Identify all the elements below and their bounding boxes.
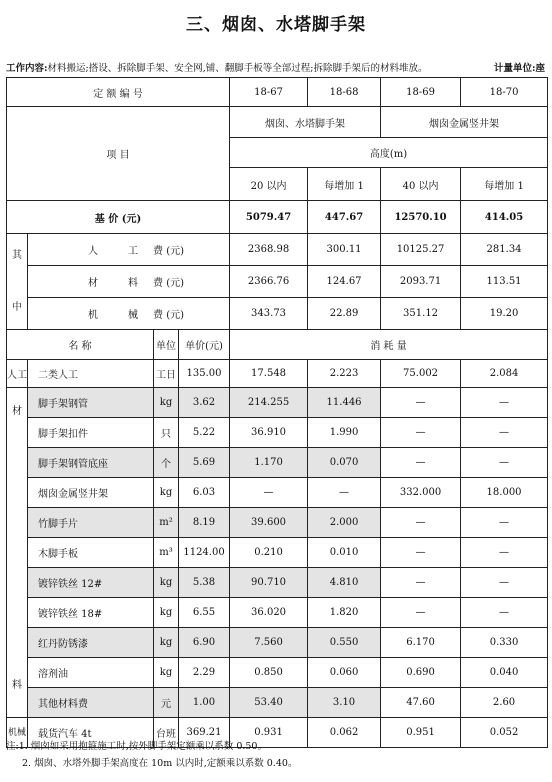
material-value: 11.446: [308, 388, 381, 418]
notes: [6, 738, 297, 772]
machine-price: 369.21: [179, 718, 230, 748]
quota-table: [6, 77, 548, 748]
material-value: 4.810: [308, 568, 381, 598]
measure-unit: [494, 60, 545, 74]
cost-value: 2368.98: [230, 234, 308, 266]
of-which-bottom: 中: [12, 301, 22, 313]
base-price-label: 基 价 (元): [7, 201, 230, 234]
code-cell: 18-69: [381, 78, 461, 107]
cost-value: 2093.71: [381, 266, 461, 298]
material-unit: kg: [154, 658, 179, 688]
material-row: [7, 538, 548, 568]
of-which-label: [7, 234, 28, 330]
material-value: 1.170: [230, 448, 308, 478]
material-price: 1.00: [179, 688, 230, 718]
cost-value: 124.67: [308, 266, 381, 298]
material-row: [7, 628, 548, 658]
material-price: 3.62: [179, 388, 230, 418]
material-value: —: [461, 448, 548, 478]
cost-value: 19.20: [461, 298, 548, 330]
material-name: 溶剂油: [28, 658, 154, 688]
material-value: 2.60: [461, 688, 548, 718]
measure-unit-label: 计量单位:: [493, 63, 536, 74]
cost-label-c: 费 (元): [153, 246, 185, 257]
material-value: —: [381, 418, 461, 448]
cost-value: 300.11: [308, 234, 381, 266]
cost-value: 281.34: [461, 234, 548, 266]
material-unit: 个: [154, 448, 179, 478]
material-value: —: [308, 478, 381, 508]
material-name: 烟囱金属竖井架: [28, 478, 154, 508]
material-value: 0.690: [381, 658, 461, 688]
cost-label-a: 人: [88, 246, 99, 257]
material-name: 镀锌铁丝 12#: [28, 568, 154, 598]
material-row: [7, 568, 548, 598]
machine-value: 0.931: [230, 718, 308, 748]
machine-unit: 台班: [154, 718, 179, 748]
material-value: —: [381, 388, 461, 418]
material-category: [7, 388, 28, 718]
material-value: 39.600: [230, 508, 308, 538]
material-name: 红丹防锈漆: [28, 628, 154, 658]
base-price-value: 447.67: [308, 201, 381, 234]
material-price: 6.55: [179, 598, 230, 628]
material-value: 47.60: [381, 688, 461, 718]
item-label: 项 目: [7, 107, 230, 201]
material-price: 2.29: [179, 658, 230, 688]
cost-label-a: 机: [88, 310, 99, 321]
base-price-value: 12570.10: [381, 201, 461, 234]
measure-unit-value: 座: [535, 63, 545, 74]
material-value: 0.060: [308, 658, 381, 688]
base-price-value: 5079.47: [230, 201, 308, 234]
cost-value: 22.89: [308, 298, 381, 330]
material-unit: 只: [154, 418, 179, 448]
labor-value: 17.548: [230, 360, 308, 388]
material-value: —: [381, 448, 461, 478]
code-cell: 18-67: [230, 78, 308, 107]
cost-label-c: 费 (元): [153, 310, 185, 321]
labor-value: 2.084: [461, 360, 548, 388]
material-unit: kg: [154, 598, 179, 628]
material-value: 7.560: [230, 628, 308, 658]
page-title: 三、烟囱、水塔脚手架: [186, 15, 366, 35]
base-price-row: [7, 201, 548, 234]
material-value: 36.910: [230, 418, 308, 448]
labor-price: 135.00: [179, 360, 230, 388]
labor-value: 2.223: [308, 360, 381, 388]
material-value: 214.255: [230, 388, 308, 418]
work-content-text: 材料搬运;搭设、拆除脚手架、安全网,铺、翻脚手板等全部过程;拆除脚手架后的材料堆放。: [47, 63, 428, 74]
cost-label-a: 材: [88, 278, 99, 289]
of-which-top: 其: [12, 249, 22, 261]
material-value: 3.10: [308, 688, 381, 718]
material-unit: m²: [154, 508, 179, 538]
material-value: —: [461, 598, 548, 628]
labor-value: 75.002: [381, 360, 461, 388]
material-value: 0.040: [461, 658, 548, 688]
material-category-top: 材: [12, 406, 22, 417]
material-unit: kg: [154, 388, 179, 418]
code-cell: 18-68: [308, 78, 381, 107]
code-cell: 18-70: [461, 78, 548, 107]
name-col-label: 名 称: [7, 330, 154, 360]
material-value: 1.990: [308, 418, 381, 448]
labor-name: 二类人工: [28, 360, 154, 388]
cost-value: 113.51: [461, 266, 548, 298]
group-label: 烟囱、水塔脚手架: [230, 107, 381, 138]
cost-label: [28, 266, 230, 298]
machine-value: 0.951: [381, 718, 461, 748]
labor-category: 人工: [7, 360, 28, 388]
material-value: —: [381, 508, 461, 538]
material-value: 0.210: [230, 538, 308, 568]
cost-label: [28, 234, 230, 266]
material-value: 0.850: [230, 658, 308, 688]
machine-value: 0.052: [461, 718, 548, 748]
material-price: 1124.00: [179, 538, 230, 568]
sub-label: 每增加 1: [308, 168, 381, 201]
material-value: —: [461, 538, 548, 568]
material-name: 脚手架钢管底座: [28, 448, 154, 478]
cost-row: [7, 234, 548, 266]
material-value: —: [381, 598, 461, 628]
group-row: [7, 107, 548, 138]
material-row: [7, 688, 548, 718]
material-value: 18.000: [461, 478, 548, 508]
sub-label: 每增加 1: [461, 168, 548, 201]
material-value: 0.010: [308, 538, 381, 568]
labor-row: [7, 360, 548, 388]
note-line: 2. 烟囱、水塔外脚手架高度在 10m 以内时,定额乘以系数 0.40。: [22, 758, 298, 769]
material-row: [7, 658, 548, 688]
material-unit: 元: [154, 688, 179, 718]
group-label: 烟囱金属竖井架: [381, 107, 548, 138]
materials-section: [7, 388, 548, 718]
material-price: 5.22: [179, 418, 230, 448]
material-category-bottom: 料: [12, 680, 22, 691]
material-row: [7, 478, 548, 508]
material-name: 脚手架钢管: [28, 388, 154, 418]
work-content: [6, 60, 551, 74]
note-line: 注:1. 烟囱如采用抱箍施工时,按外脚手架定额乘以系数 0.50。: [6, 741, 267, 752]
sub-label: 20 以内: [230, 168, 308, 201]
material-price: 6.03: [179, 478, 230, 508]
material-value: 2.000: [308, 508, 381, 538]
material-unit: m³: [154, 538, 179, 568]
material-row: [7, 508, 548, 538]
material-name: 其他材料费: [28, 688, 154, 718]
material-price: 5.69: [179, 448, 230, 478]
material-name: 镀锌铁丝 18#: [28, 598, 154, 628]
code-label: 定 额 编 号: [7, 78, 230, 107]
cost-label-b: 械: [128, 310, 139, 321]
cost-row: [7, 266, 548, 298]
base-price-value: 414.05: [461, 201, 548, 234]
material-name: 竹脚手片: [28, 508, 154, 538]
cost-row: [7, 298, 548, 330]
cost-value: 351.12: [381, 298, 461, 330]
material-value: —: [461, 388, 548, 418]
material-row: [7, 598, 548, 628]
material-value: 332.000: [381, 478, 461, 508]
consume-col-label: 消 耗 量: [230, 330, 548, 360]
sub-label: 40 以内: [381, 168, 461, 201]
column-header-row: [7, 330, 548, 360]
unit-col-label: 单位: [154, 330, 179, 360]
material-value: —: [461, 568, 548, 598]
material-price: 8.19: [179, 508, 230, 538]
material-value: —: [461, 418, 548, 448]
material-name: 木脚手板: [28, 538, 154, 568]
price-col-label: 单价(元): [179, 330, 230, 360]
machine-category: 机械: [7, 718, 28, 748]
material-value: 0.550: [308, 628, 381, 658]
material-price: 5.38: [179, 568, 230, 598]
material-row: [7, 418, 548, 448]
material-value: 0.330: [461, 628, 548, 658]
cost-label: [28, 298, 230, 330]
machine-name: 载货汽车 4t: [28, 718, 154, 748]
code-row: [7, 78, 548, 107]
material-value: —: [230, 478, 308, 508]
material-value: 1.820: [308, 598, 381, 628]
cost-value: 10125.27: [381, 234, 461, 266]
material-value: 0.070: [308, 448, 381, 478]
material-value: 6.170: [381, 628, 461, 658]
material-unit: kg: [154, 568, 179, 598]
material-value: 90.710: [230, 568, 308, 598]
height-label: 高度(m): [230, 138, 548, 168]
cost-label-b: 工: [128, 246, 139, 257]
material-unit: kg: [154, 478, 179, 508]
material-row: [7, 388, 548, 418]
material-value: 53.40: [230, 688, 308, 718]
material-value: 36.020: [230, 598, 308, 628]
material-value: —: [381, 568, 461, 598]
machine-value: 0.062: [308, 718, 381, 748]
labor-unit: 工日: [154, 360, 179, 388]
cost-value: 343.73: [230, 298, 308, 330]
cost-value: 2366.76: [230, 266, 308, 298]
material-unit: kg: [154, 628, 179, 658]
cost-label-c: 费 (元): [153, 278, 185, 289]
cost-label-b: 料: [128, 278, 139, 289]
work-content-label: 工作内容:: [6, 63, 48, 74]
material-name: 脚手架扣件: [28, 418, 154, 448]
material-value: —: [461, 508, 548, 538]
material-row: [7, 448, 548, 478]
material-price: 6.90: [179, 628, 230, 658]
material-value: —: [381, 538, 461, 568]
